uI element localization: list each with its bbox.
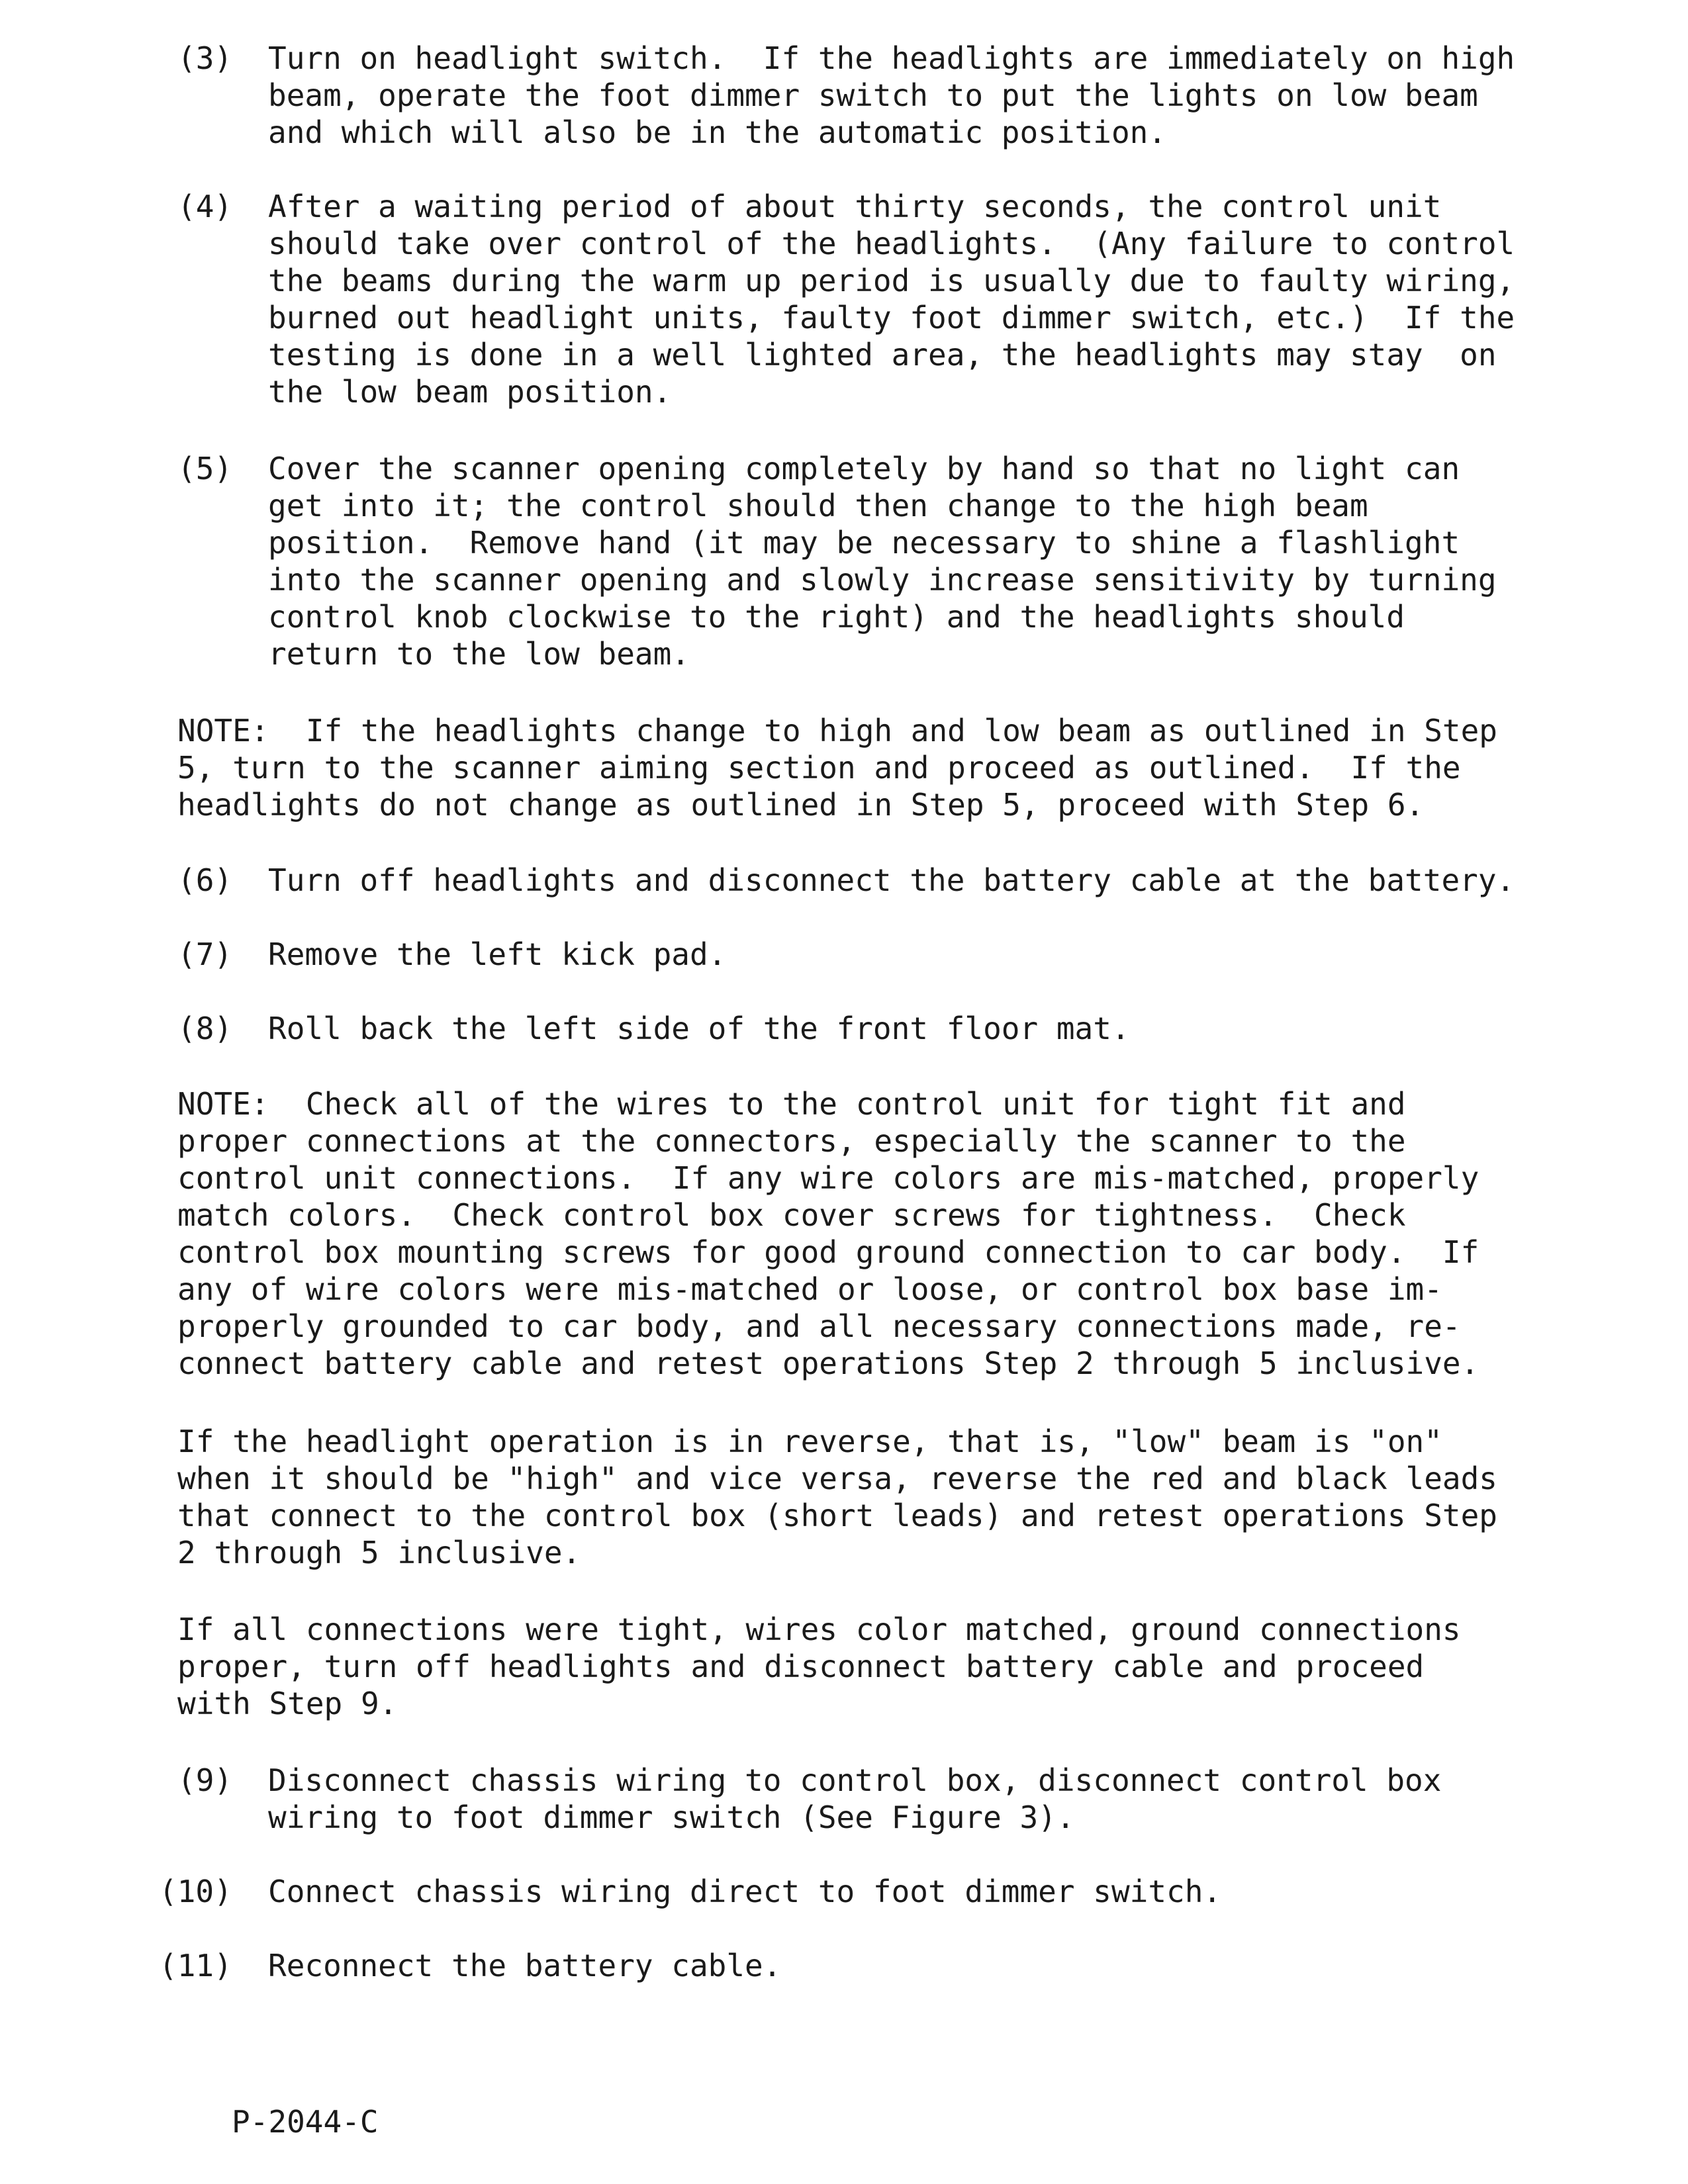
step-text-line: Turn off headlights and disconnect the battery cable at the battery. xyxy=(268,862,1515,898)
step-number: (9) xyxy=(177,1762,233,1798)
paragraph-text-line: 2 through 5 inclusive. xyxy=(177,1535,581,1570)
step-number: (8) xyxy=(177,1011,233,1046)
step-text-line: beam, operate the foot dimmer switch to put the lights on low beam xyxy=(268,77,1478,113)
note-text-line: properly grounded to car body, and all necessary connections made, re- xyxy=(177,1308,1461,1344)
note-text-line: headlights do not change as outlined in Step 5, proceed with Step 6. xyxy=(177,787,1425,823)
step-text-line: burned out headlight units, faulty foot dimmer switch, etc.) If the xyxy=(268,300,1515,336)
step-number: (4) xyxy=(177,189,233,224)
paragraph-text-line: when it should be "high" and vice versa, reverse the red and black leads xyxy=(177,1461,1497,1496)
step-number: (11) xyxy=(159,1948,232,1983)
step-number: (5) xyxy=(177,451,233,486)
step-text-line: Disconnect chassis wiring to control box, disconnect control box xyxy=(268,1762,1442,1798)
step-text-line: the beams during the warm up period is usually due to faulty wiring, xyxy=(268,263,1515,298)
note-text-line: 5, turn to the scanner aiming section and proceed as outlined. If the xyxy=(177,750,1461,786)
step-text-line: Remove the left kick pad. xyxy=(268,936,727,972)
step-text-line: Roll back the left side of the front floor mat. xyxy=(268,1011,1130,1046)
note-text-line: control unit connections. If any wire colors are mis-matched, properly xyxy=(177,1160,1479,1196)
note-text-line: proper connections at the connectors, especially the scanner to the xyxy=(177,1123,1406,1159)
note-text-line: connect battery cable and retest operations Step 2 through 5 inclusive. xyxy=(177,1345,1479,1381)
step-number: (6) xyxy=(177,862,233,898)
step-text-line: Connect chassis wiring direct to foot dimmer switch. xyxy=(268,1874,1222,1909)
step-text-line: return to the low beam. xyxy=(268,636,690,672)
step-text-line: After a waiting period of about thirty seconds, the control unit xyxy=(268,189,1442,224)
step-text-line: and which will also be in the automatic position. xyxy=(268,114,1167,150)
note-text-line: any of wire colors were mis-matched or loose, or control box base im- xyxy=(177,1271,1442,1307)
step-text-line: into the scanner opening and slowly increase sensitivity by turning xyxy=(268,562,1497,598)
paragraph-text-line: with Step 9. xyxy=(177,1686,398,1721)
page-footer-code: P-2044-C xyxy=(232,2104,379,2140)
step-text-line: should take over control of the headlights. (Any failure to control xyxy=(268,226,1515,261)
note-text-line: control box mounting screws for good ground connection to car body. If xyxy=(177,1234,1479,1270)
paragraph-text-line: that connect to the control box (short leads) and retest operations Step xyxy=(177,1498,1497,1533)
paragraph-text-line: If all connections were tight, wires color matched, ground connections xyxy=(177,1612,1461,1647)
step-text-line: control knob clockwise to the right) and the headlights should xyxy=(268,599,1405,635)
step-number: (10) xyxy=(159,1874,232,1909)
note-text-line: NOTE: Check all of the wires to the control unit for tight fit and xyxy=(177,1086,1406,1122)
paragraph-text-line: If the headlight operation is in reverse, that is, "low" beam is "on" xyxy=(177,1424,1442,1459)
step-text-line: Reconnect the battery cable. xyxy=(268,1948,782,1983)
paragraph-text-line: proper, turn off headlights and disconnect battery cable and proceed xyxy=(177,1649,1425,1684)
step-text-line: wiring to foot dimmer switch (See Figure 3). xyxy=(268,1799,1075,1835)
note-text-line: NOTE: If the headlights change to high and low beam as outlined in Step xyxy=(177,713,1497,749)
step-text-line: the low beam position. xyxy=(268,374,672,410)
step-text-line: Turn on headlight switch. If the headlights are immediately on high xyxy=(268,40,1515,76)
step-text-line: get into it; the control should then change to the high beam xyxy=(268,488,1368,523)
step-text-line: position. Remove hand (it may be necessary to shine a flashlight xyxy=(268,525,1460,561)
step-number: (3) xyxy=(177,40,233,76)
step-text-line: testing is done in a well lighted area, the headlights may stay on xyxy=(268,337,1497,373)
note-text-line: match colors. Check control box cover screws for tightness. Check xyxy=(177,1197,1406,1233)
step-text-line: Cover the scanner opening completely by hand so that no light can xyxy=(268,451,1460,486)
step-number: (7) xyxy=(177,936,233,972)
